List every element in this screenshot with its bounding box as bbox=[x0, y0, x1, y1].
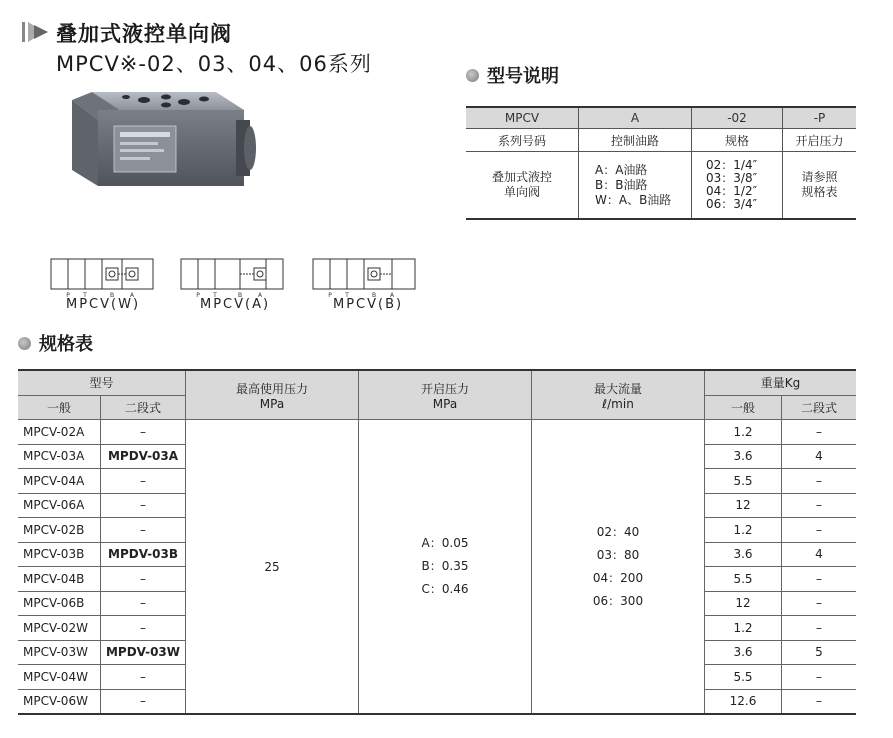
desc-pressure: 请参照 规格表 bbox=[783, 152, 857, 220]
header-weight-general: 一般 bbox=[705, 395, 782, 420]
cell-model: MPCV-06W bbox=[18, 689, 101, 714]
header-general: 一般 bbox=[18, 395, 101, 420]
bullet-icon bbox=[466, 69, 479, 82]
code-pressure: -P bbox=[783, 107, 857, 129]
cell-weight-two-stage: – bbox=[782, 567, 857, 592]
header-model: 型号 bbox=[18, 370, 186, 395]
cell-model: MPCV-04W bbox=[18, 665, 101, 690]
svg-text:P: P bbox=[66, 292, 70, 299]
cell-model: MPCV-06A bbox=[18, 493, 101, 518]
cell-two-stage: MPDV-03A bbox=[101, 444, 186, 469]
code-control: A bbox=[579, 107, 692, 129]
cell-weight-general: 12.6 bbox=[705, 689, 782, 714]
cell-model: MPCV-03B bbox=[18, 542, 101, 567]
cell-model: MPCV-03A bbox=[18, 444, 101, 469]
cell-model: MPCV-04A bbox=[18, 469, 101, 494]
symbol-label-w: MPCV(W) bbox=[66, 297, 141, 312]
crack-pressure-value: B：0.35 bbox=[421, 559, 469, 573]
cell-weight-two-stage: – bbox=[782, 469, 857, 494]
cell-weight-general: 5.5 bbox=[705, 665, 782, 690]
cell-max-flow bbox=[532, 420, 705, 715]
max-flow-value: 02：40 bbox=[596, 524, 640, 539]
header-max-flow: 最大流量 ℓ/min bbox=[532, 370, 705, 420]
crack-pressure-value: C：0.46 bbox=[421, 582, 469, 596]
cell-weight-two-stage: – bbox=[782, 689, 857, 714]
cell-crack-pressure bbox=[359, 420, 532, 715]
symbol-label-a: MPCV(A) bbox=[200, 297, 271, 312]
desc-control: A：A油路 B：B油路 W：A、B油路 bbox=[579, 152, 692, 220]
cell-weight-two-stage: – bbox=[782, 493, 857, 518]
cell-model: MPCV-06B bbox=[18, 591, 101, 616]
cell-model: MPCV-02W bbox=[18, 616, 101, 641]
spec-table bbox=[18, 369, 856, 715]
code-series: MPCV bbox=[466, 107, 579, 129]
table-row bbox=[18, 420, 856, 445]
cell-two-stage: – bbox=[101, 616, 186, 641]
max-flow-value: 04：200 bbox=[592, 570, 644, 585]
max-flow-value: 06：300 bbox=[592, 593, 644, 608]
cell-weight-two-stage: 5 bbox=[782, 640, 857, 665]
svg-text:B: B bbox=[371, 292, 377, 299]
model-code-table bbox=[466, 106, 856, 220]
cell-weight-two-stage: – bbox=[782, 665, 857, 690]
symbol-label-b: MPCV(B) bbox=[333, 297, 404, 312]
cell-weight-general: 5.5 bbox=[705, 567, 782, 592]
svg-text:A: A bbox=[389, 292, 395, 299]
max-flow-value: 03：80 bbox=[596, 547, 640, 562]
spec-table-heading: 规格表 bbox=[18, 330, 93, 356]
label-pressure: 开启压力 bbox=[783, 129, 857, 152]
cell-weight-two-stage: – bbox=[782, 518, 857, 543]
cell-weight-two-stage: 4 bbox=[782, 542, 857, 567]
code-size: -02 bbox=[692, 107, 783, 129]
cell-max-pressure: 25 bbox=[186, 420, 359, 715]
header-crack-pressure: 开启压力 MPa bbox=[359, 370, 532, 420]
header-weight-two-stage: 二段式 bbox=[782, 395, 857, 420]
cell-weight-two-stage: 4 bbox=[782, 444, 857, 469]
desc-size: 02：1/4″ 03：3/8″ 04：1/2″ 06：3/4″ bbox=[692, 152, 783, 220]
cell-model: MPCV-04B bbox=[18, 567, 101, 592]
cell-two-stage: – bbox=[101, 591, 186, 616]
cell-weight-two-stage: – bbox=[782, 420, 857, 445]
svg-text:T: T bbox=[83, 292, 87, 299]
svg-text:A: A bbox=[129, 292, 135, 299]
svg-text:P: P bbox=[196, 292, 200, 299]
cell-model: MPCV-03W bbox=[18, 640, 101, 665]
label-series: 系列号码 bbox=[466, 129, 579, 152]
page-subtitle: MPCV※-02、03、04、06系列 bbox=[56, 52, 372, 76]
label-control: 控制油路 bbox=[579, 129, 692, 152]
cell-two-stage: MPDV-03W bbox=[101, 640, 186, 665]
svg-text:A: A bbox=[257, 292, 263, 299]
desc-series: 叠加式液控 单向阀 bbox=[466, 152, 579, 220]
svg-text:P: P bbox=[328, 292, 332, 299]
cell-weight-two-stage: – bbox=[782, 616, 857, 641]
cell-two-stage: – bbox=[101, 567, 186, 592]
svg-text:T: T bbox=[213, 292, 217, 299]
cell-weight-general: 5.5 bbox=[705, 469, 782, 494]
cell-weight-general: 3.6 bbox=[705, 640, 782, 665]
cell-weight-general: 1.2 bbox=[705, 518, 782, 543]
header-two-stage: 二段式 bbox=[101, 395, 186, 420]
cell-model: MPCV-02B bbox=[18, 518, 101, 543]
header-max-pressure: 最高使用压力 MPa bbox=[186, 370, 359, 420]
cell-two-stage: – bbox=[101, 493, 186, 518]
label-size: 规格 bbox=[692, 129, 783, 152]
bullet-icon bbox=[18, 337, 31, 350]
cell-two-stage: – bbox=[101, 420, 186, 445]
valve-product-image bbox=[66, 86, 262, 194]
cell-two-stage: – bbox=[101, 518, 186, 543]
cell-two-stage: MPDV-03B bbox=[101, 542, 186, 567]
svg-text:B: B bbox=[237, 292, 243, 299]
cell-two-stage: – bbox=[101, 665, 186, 690]
cell-weight-general: 3.6 bbox=[705, 444, 782, 469]
cell-two-stage: – bbox=[101, 689, 186, 714]
cell-weight-two-stage: – bbox=[782, 591, 857, 616]
cell-weight-general: 3.6 bbox=[705, 542, 782, 567]
header-weight: 重量Kg bbox=[705, 370, 857, 395]
cell-model: MPCV-02A bbox=[18, 420, 101, 445]
page-title: 叠加式液控单向阀 bbox=[56, 22, 232, 46]
title-arrow-icon bbox=[22, 20, 50, 44]
model-explanation-heading: 型号说明 bbox=[466, 62, 559, 88]
svg-text:B: B bbox=[109, 292, 115, 299]
crack-pressure-value: A：0.05 bbox=[421, 536, 469, 550]
cell-weight-general: 1.2 bbox=[705, 616, 782, 641]
cell-weight-general: 1.2 bbox=[705, 420, 782, 445]
cell-weight-general: 12 bbox=[705, 591, 782, 616]
cell-weight-general: 12 bbox=[705, 493, 782, 518]
svg-text:T: T bbox=[345, 292, 349, 299]
cell-two-stage: – bbox=[101, 469, 186, 494]
